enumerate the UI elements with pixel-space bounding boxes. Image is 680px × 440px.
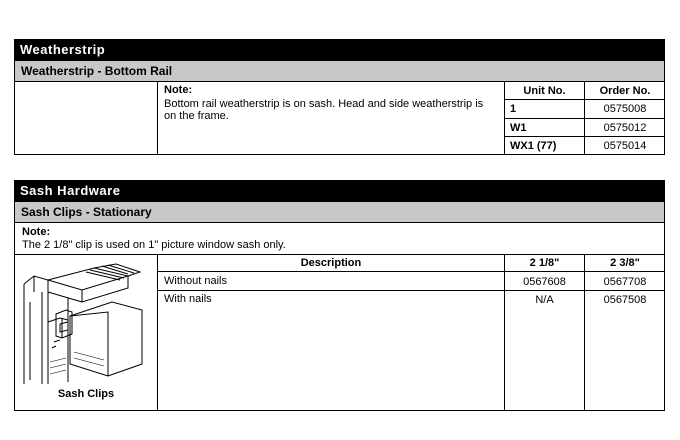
- weatherstrip-section-header: [14, 39, 665, 61]
- divider: [504, 118, 665, 119]
- divider: [157, 290, 665, 291]
- divider: [157, 254, 158, 411]
- weatherstrip-subsection-header: [14, 61, 665, 82]
- order-cell: 0575014: [603, 140, 647, 152]
- sash-section-title: Sash Hardware: [20, 183, 121, 198]
- value-cell: N/A: [535, 294, 554, 306]
- weatherstrip-note-line1: Bottom rail weatherstrip is on sash. Head and side weatherstrip is: [164, 98, 484, 110]
- value-cell: 0567708: [603, 276, 647, 288]
- sash-subsection-title: Sash Clips - Stationary: [21, 205, 152, 219]
- image-caption: Sash Clips: [57, 388, 115, 400]
- col-header-unit: Unit No.: [523, 85, 566, 97]
- description-cell: Without nails: [164, 275, 227, 287]
- divider: [157, 271, 665, 272]
- divider: [504, 99, 665, 100]
- sash-section-header: [14, 180, 665, 202]
- divider: [157, 82, 158, 155]
- weatherstrip-section-title: Weatherstrip: [20, 42, 106, 57]
- order-cell: 0575012: [603, 122, 647, 134]
- value-cell: 0567508: [603, 294, 647, 306]
- sash-note-text: The 2 1/8" clip is used on 1" picture window sash only.: [22, 239, 286, 251]
- weatherstrip-subsection-title: Weatherstrip - Bottom Rail: [21, 64, 173, 78]
- sash-clips-illustration-icon: [16, 262, 156, 386]
- divider: [504, 136, 665, 137]
- weatherstrip-note-label: Note:: [164, 84, 193, 96]
- description-cell: With nails: [164, 293, 212, 305]
- value-cell: 0567608: [523, 276, 566, 288]
- order-cell: 0575008: [603, 103, 647, 115]
- unit-cell: W1: [510, 122, 527, 134]
- col-header-2-3-8: 2 3/8": [610, 257, 640, 269]
- sash-subsection-header: [14, 202, 665, 223]
- col-header-description: Description: [300, 257, 362, 269]
- unit-cell: 1: [510, 103, 517, 115]
- weatherstrip-note-line2: on the frame.: [164, 110, 229, 122]
- col-header-order: Order No.: [599, 85, 651, 97]
- col-header-2-1-8: 2 1/8": [529, 257, 560, 269]
- divider: [14, 254, 665, 255]
- unit-cell: WX1 (77): [510, 140, 557, 152]
- sash-note-label: Note:: [22, 226, 51, 238]
